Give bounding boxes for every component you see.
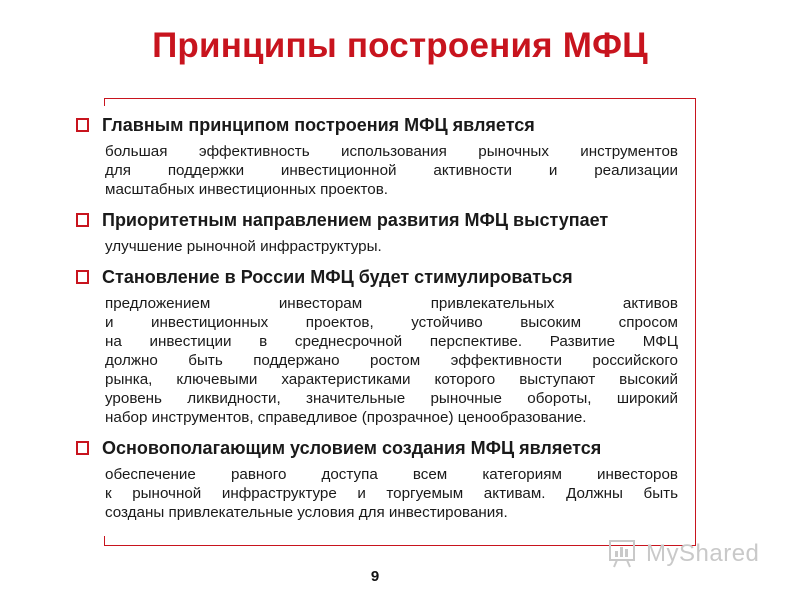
item-heading [72, 266, 678, 288]
checkbox-bullet-icon [76, 441, 89, 455]
watermark-text: MyShared [646, 540, 760, 567]
item-heading-text: Основополагающим условием создания МФЦ является [102, 438, 602, 458]
checkbox-bullet-icon [76, 118, 89, 132]
chart-board-icon [608, 538, 638, 568]
frame-top-border [104, 98, 696, 99]
list-item [72, 114, 678, 199]
item-body [105, 294, 678, 427]
body-line: предложением инвесторам привлекательных активов [105, 295, 678, 312]
checkbox-bullet-icon [76, 270, 89, 284]
bullet-list [72, 114, 678, 522]
item-heading-text: Становление в России МФЦ будет стимулироваться [102, 267, 573, 287]
body-line: обеспечение равного доступа всем категориям инвесторов [105, 466, 678, 483]
body-line: уровень ликвидности, значительные рыночные обороты, широкий [105, 390, 678, 407]
body-line: должно быть поддержано ростом эффективности российского [105, 352, 678, 369]
page-number: 9 [370, 568, 380, 585]
item-heading [72, 437, 678, 459]
body-line: для поддержки инвестиционной активности и реализации [105, 162, 678, 179]
body-line: к рыночной инфраструктуре и торгуемым активам. Должны быть [105, 485, 678, 502]
slide-title: Принципы построения МФЦ [152, 26, 648, 65]
body-line: на инвестиции в среднесрочной перспективе. Развитие МФЦ [105, 333, 678, 350]
body-line: и инвестиционных проектов, устойчиво высоким спросом [105, 314, 678, 331]
frame-top-left-tick [104, 98, 105, 106]
list-item [72, 266, 678, 427]
body-line: рынка, ключевыми характеристиками которого выступают высокий [105, 371, 678, 388]
item-heading [72, 209, 678, 231]
item-body [105, 142, 678, 199]
body-line: масштабных инвестиционных проектов. [105, 181, 388, 198]
item-heading-text: Главным принципом построения МФЦ является [102, 115, 535, 135]
list-item [72, 209, 678, 256]
frame-right-border [695, 98, 696, 546]
item-body [105, 465, 678, 522]
body-line: большая эффективность использования рыночных инструментов [105, 143, 678, 160]
body-line: набор инструментов, справедливое (прозрачное) ценообразование. [105, 409, 587, 426]
item-heading [72, 114, 678, 136]
body-line: созданы привлекательные условия для инвестирования. [105, 504, 508, 521]
watermark-logo[interactable] [604, 536, 764, 572]
checkbox-bullet-icon [76, 213, 89, 227]
item-body [105, 237, 678, 256]
list-item [72, 437, 678, 522]
frame-bottom-left-tick [104, 536, 105, 546]
body-line: улучшение рыночной инфраструктуры. [105, 238, 382, 255]
item-heading-text: Приоритетным направлением развития МФЦ выступает [102, 210, 609, 230]
